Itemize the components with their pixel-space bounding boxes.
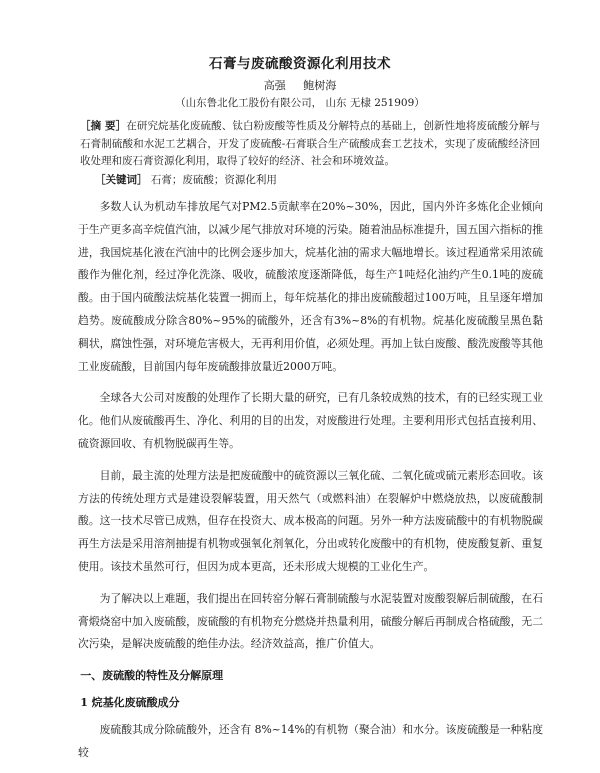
body-paragraph: 为了解决以上难题，我们提出在回转窑分解石膏制硫酸与水泥装置对废酸裂解后制硫酸，在石膏煅烧窑中加入废硫酸，废硫酸的有机物充分燃烧并热量利用，硫酸分解后再制成合格硫酸，无二次污染，是解决废硫酸的绝佳办法。经济效益高，推广价值大。 — [78, 591, 543, 651]
body-paragraph: 废硫酸其成分除硫酸外，还含有 8%~14%的有机物（聚合油）和水分。该废硫酸是一种粘度较 — [78, 722, 543, 759]
abstract-label: ［摘 要］ — [80, 120, 127, 132]
author-name: 鲍树海 — [303, 79, 337, 92]
body-paragraph: 目前，最主流的处理方法是把废硫酸中的硫资源以三氧化硫、二氧化硫或硫元素形态回收。该方法的传统处理方式是建设裂解装置，用天然气（或燃料油）在裂解炉中燃烧放热，以废硫酸制酸。这一技术尽管已成熟，但存在投资大、成本极高的问题。另外一种方法废硫酸中的有机物脱碳再生方法是采用溶剂抽提有机物或强氧化剂氧化，分出或转化废酸中的有机物，使废酸复新、重复使用。该技术虽然可行，但因为成本更高，还未形成大规模的工业化生产。 — [78, 468, 543, 573]
keywords-label: ［关键词］ — [95, 174, 148, 186]
paper-title: 石膏与废硫酸资源化利用技术 — [209, 56, 391, 72]
abstract-text: 在研究烷基化废硫酸、钛白粉废酸等性质及分解特点的基础上，创新性地将废硫酸分解与石膏制硫酸和水泥工艺耦合，开发了废硫酸-石膏联合生产硫酸成套工艺技术，实现了废硫酸经济回收处理和废石膏资源化利用，取得了较好的经济、社会和环境效益。 — [80, 120, 540, 167]
body-paragraph: 全球各大公司对废酸的处理作了长期大量的研究，已有几条较成熟的技术，有的已经实现工业化。他们从废硫酸再生、净化、利用的目的出发，对废酸进行处理。主要利用形式包括直接利用、硫资源回收、有机物脱碳再生等。 — [78, 391, 543, 450]
keywords-text: 石膏；废硫酸；资源化利用 — [150, 174, 277, 186]
author-name: 高强 — [263, 79, 286, 92]
body-text — [78, 196, 543, 773]
affiliation: （山东鲁北化工股份有限公司， 山东 无棣 251909） — [175, 97, 425, 109]
keywords — [95, 172, 277, 187]
abstract — [80, 118, 540, 171]
subsection-heading: 1 烷基化废硫酸成分 — [80, 695, 180, 709]
body-paragraph: 多数人认为机动车排放尾气对PM2.5贡献率在20%~30%，因此，国内外许多炼化企业倾向于生产更多高辛烷值汽油，以减少尾气排放对环境的污染。随着油品标准提升，国五国六指标的推进，我国烷基化液在汽油中的比例会逐步加大，烷基化油的需求大幅地增长。该过程通常采用浓硫酸作为催化剂，经过净化洗涤、吸收，硫酸浓度逐渐降低，每生产1吨烃化油约产生0.1吨的废硫酸。由于国内硫酸法烷基化装置一拥而上，每年烷基化的排出废硫酸超过100万吨，且呈逐年增加趋势。废硫酸成分除含80%~95%的硫酸外，还含有3%~8%的有机物。烷基化废硫酸呈黑色黏稠状，腐蚀性强，对环境危害极大，无再利用价值，必须处理。再加上钛白废酸、酸洗废酸等其他工业废硫酸，目前国内每年废硫酸排放量近2000万吨。 — [78, 200, 543, 373]
author-line — [0, 77, 600, 93]
section-heading: 一、废硫酸的特性及分解原理 — [80, 669, 224, 683]
